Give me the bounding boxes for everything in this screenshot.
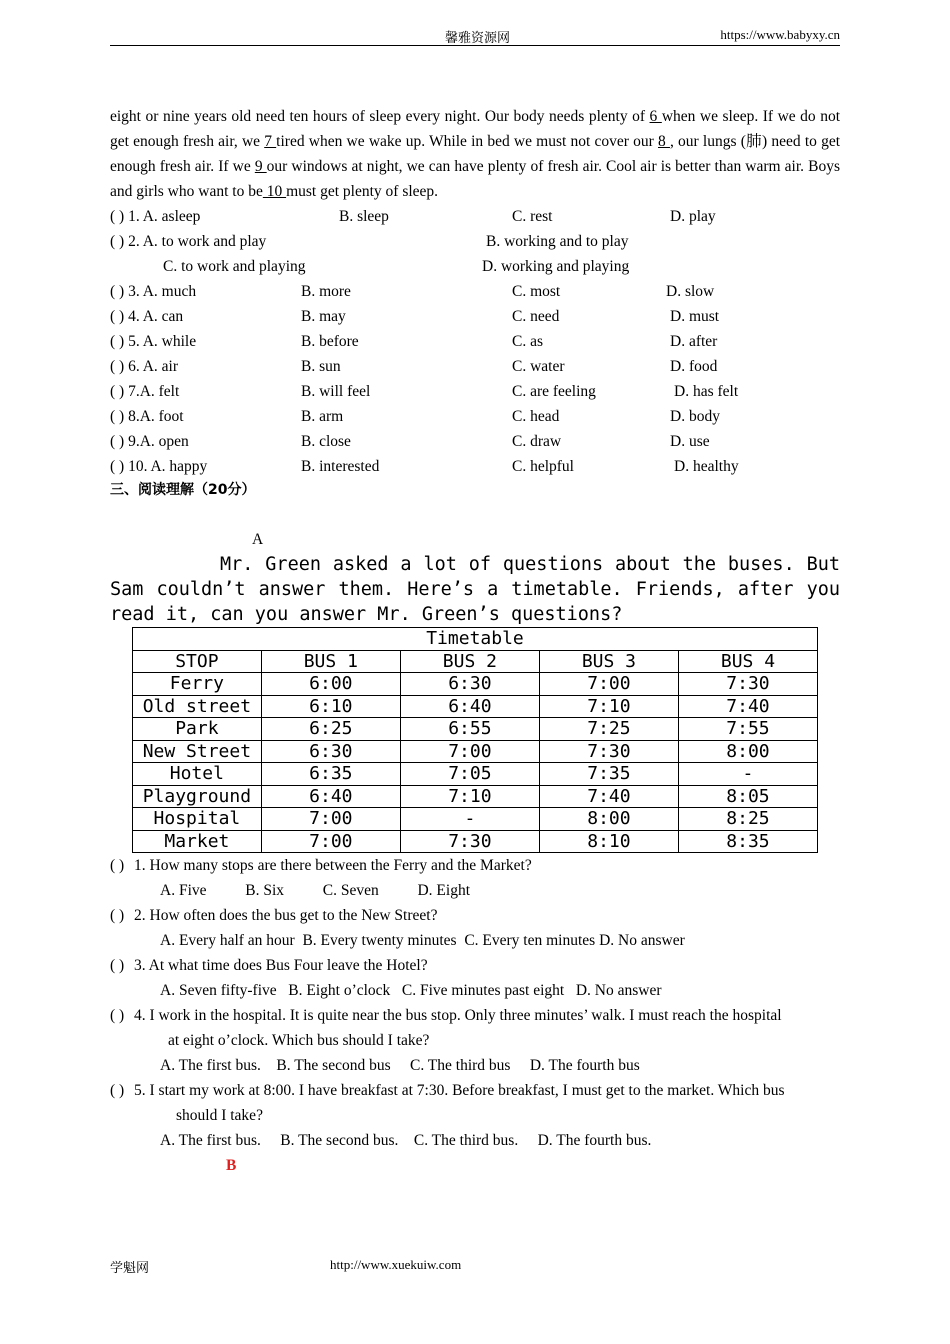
timetable-time-cell: 8:00: [678, 740, 817, 763]
option-c: C. to work and playing: [163, 258, 306, 275]
timetable-time-cell: 8:05: [678, 785, 817, 808]
question-list: [110, 853, 840, 1153]
option-d: D. use: [670, 433, 710, 450]
option-a: ( ) 5. A. while: [110, 333, 197, 350]
question-text: 3. At what time does Bus Four leave the Hotel?: [134, 957, 428, 974]
timetable-header-cell: STOP: [133, 650, 262, 673]
timetable-time-cell: 6:00: [261, 673, 400, 696]
answer-blank: ( ): [110, 1007, 125, 1024]
answer-blank: ( ): [110, 907, 125, 924]
option-a: ( ) 8.A. foot: [110, 408, 184, 425]
option-row: [110, 279, 840, 304]
cloze-text: tired when we wake up. While in bed we must not cover our: [276, 133, 659, 150]
option-a: ( ) 6. A. air: [110, 358, 179, 375]
timetable-time-cell: 7:00: [261, 808, 400, 831]
timetable-time-cell: 7:00: [400, 740, 539, 763]
option-row: [110, 254, 840, 279]
cloze-blank-8: 8: [658, 133, 670, 150]
option-c: C. rest: [512, 208, 553, 225]
footer-site-name: 学魁网: [110, 1260, 150, 1275]
question-text-continued: at eight o’clock. Which bus should I take?: [168, 1032, 430, 1049]
question-item: [110, 853, 840, 903]
cloze-text: , our lungs (肺) need to get enough fresh air. If we: [110, 133, 841, 175]
passage-intro: [110, 552, 840, 627]
timetable-stop-cell: Market: [133, 830, 262, 853]
cloze-blank-10: 10: [262, 183, 287, 200]
option-row: [110, 429, 840, 454]
section-title-reading: 三、阅读理解（20分）: [110, 482, 256, 498]
option-c: C. draw: [512, 433, 562, 450]
option-d: D. body: [670, 408, 720, 425]
question-text: 5. I start my work at 8:00. I have breakfast at 7:30. Before breakfast, I must get to the market. Which bus: [134, 1082, 785, 1099]
option-row: [110, 304, 840, 329]
option-row: [110, 229, 840, 254]
timetable-title: Timetable: [133, 628, 818, 651]
option-c: C. need: [512, 308, 560, 325]
option-c: C. helpful: [512, 458, 574, 475]
header-url: https://www.babyxy.cn: [720, 27, 840, 42]
question-options: A. The first bus. B. The second bus. C. The third bus. D. The fourth bus.: [160, 1132, 652, 1149]
cloze-options: [110, 204, 840, 479]
timetable-time-cell: 7:10: [400, 785, 539, 808]
option-a: ( ) 9.A. open: [110, 433, 189, 450]
option-c: C. head: [512, 408, 560, 425]
question-options: A. The first bus. B. The second bus C. The third bus D. The fourth bus: [160, 1057, 640, 1074]
option-d: D. food: [670, 358, 718, 375]
timetable-row: [133, 808, 818, 831]
timetable-time-cell: 7:55: [678, 718, 817, 741]
cloze-text: must get plenty of sleep.: [286, 183, 439, 200]
option-row: [110, 204, 840, 229]
option-b: B. arm: [301, 408, 344, 425]
timetable-header-cell: BUS 3: [539, 650, 678, 673]
passage-b-label: B: [226, 1157, 237, 1174]
option-row: [110, 354, 840, 379]
answer-blank: ( ): [110, 1082, 125, 1099]
option-b: B. more: [301, 283, 351, 300]
question-options: A. Five B. Six C. Seven D. Eight: [160, 882, 471, 899]
document-body: [110, 104, 840, 1178]
timetable-header-cell: BUS 2: [400, 650, 539, 673]
question-line: [110, 1078, 840, 1103]
option-a: ( ) 4. A. can: [110, 308, 184, 325]
option-a: ( ) 3. A. much: [110, 283, 197, 300]
timetable-header-cell: BUS 4: [678, 650, 817, 673]
timetable-row: [133, 830, 818, 853]
cloze-text: eight or nine years old need ten hours of sleep every night. Our body needs plenty of: [110, 108, 650, 125]
header-site-name: 馨雅资源网: [445, 30, 511, 45]
timetable-time-cell: 8:00: [539, 808, 678, 831]
cloze-blank-9: 9: [254, 158, 267, 175]
timetable-time-cell: 7:35: [539, 763, 678, 786]
option-b: B. before: [301, 333, 359, 350]
timetable-row: [133, 695, 818, 718]
question-item: [110, 1003, 840, 1078]
timetable-time-cell: 6:35: [261, 763, 400, 786]
timetable-row: [133, 740, 818, 763]
option-a: ( ) 10. A. happy: [110, 458, 208, 475]
timetable-row: [133, 785, 818, 808]
cloze-text: our windows at night, we can have plenty of fresh air. Cool air is better than warm air. Boys and girls who want to be: [110, 158, 840, 200]
page-header: [110, 27, 840, 46]
timetable-stop-cell: Park: [133, 718, 262, 741]
question-text: 4. I work in the hospital. It is quite near the bus stop. Only three minutes’ walk. I must reach the hospital: [134, 1007, 782, 1024]
question-text: 1. How many stops are there between the Ferry and the Market?: [134, 857, 532, 874]
option-b: B. close: [301, 433, 351, 450]
timetable-time-cell: 7:30: [400, 830, 539, 853]
option-c: C. water: [512, 358, 565, 375]
timetable-stop-cell: Playground: [133, 785, 262, 808]
question-options: A. Seven fifty-five B. Eight o’clock C. Five minutes past eight D. No answer: [160, 982, 662, 999]
cloze-passage: [110, 104, 840, 204]
option-row: [110, 454, 840, 479]
option-row: [110, 329, 840, 354]
option-b: B. working and to play: [486, 233, 629, 250]
option-d: D. must: [670, 308, 720, 325]
question-item: [110, 903, 840, 953]
option-d: D. play: [670, 208, 716, 225]
option-row: [110, 379, 840, 404]
option-b: B. sun: [301, 358, 341, 375]
option-row: [110, 404, 840, 429]
bus-timetable: [132, 627, 818, 853]
option-d: D. healthy: [674, 458, 739, 475]
option-a: ( ) 2. A. to work and play: [110, 233, 267, 250]
option-d: D. after: [670, 333, 718, 350]
cloze-blank-6: 6: [649, 108, 662, 125]
timetable-time-cell: 8:35: [678, 830, 817, 853]
option-c: C. most: [512, 283, 561, 300]
timetable-stop-cell: Hospital: [133, 808, 262, 831]
question-item: [110, 953, 840, 1003]
cloze-text: when we sleep. If we do not get enough fresh air, we: [110, 108, 840, 150]
option-c: C. as: [512, 333, 543, 350]
timetable-time-cell: 6:30: [400, 673, 539, 696]
timetable-time-cell: 7:40: [678, 695, 817, 718]
timetable-stop-cell: Ferry: [133, 673, 262, 696]
passage-a-label: A: [252, 531, 264, 548]
timetable-time-cell: -: [678, 763, 817, 786]
option-b: B. sleep: [339, 208, 389, 225]
answer-blank: ( ): [110, 857, 125, 874]
cloze-blank-7: 7: [264, 133, 277, 150]
timetable-header-row: [133, 650, 818, 673]
option-d: D. working and playing: [482, 258, 630, 275]
timetable-time-cell: 8:10: [539, 830, 678, 853]
timetable-time-cell: 6:30: [261, 740, 400, 763]
timetable-time-cell: 7:10: [539, 695, 678, 718]
timetable-stop-cell: Old street: [133, 695, 262, 718]
timetable-stop-cell: New Street: [133, 740, 262, 763]
timetable-time-cell: 6:55: [400, 718, 539, 741]
option-b: B. may: [301, 308, 346, 325]
timetable-time-cell: -: [400, 808, 539, 831]
question-line: [110, 1003, 840, 1028]
footer-url: http://www.xuekuiw.com: [330, 1257, 462, 1272]
option-d: D. slow: [666, 283, 715, 300]
timetable-row: [133, 718, 818, 741]
timetable-row: [133, 673, 818, 696]
timetable-row: [133, 763, 818, 786]
timetable-time-cell: 8:25: [678, 808, 817, 831]
timetable-time-cell: 6:40: [261, 785, 400, 808]
question-options: A. Every half an hour B. Every twenty minutes C. Every ten minutes D. No answer: [160, 932, 685, 949]
option-a: ( ) 1. A. asleep: [110, 208, 201, 225]
question-item: [110, 1078, 840, 1153]
question-line: [110, 853, 840, 878]
timetable-time-cell: 7:30: [539, 740, 678, 763]
option-b: B. interested: [301, 458, 380, 475]
option-a: ( ) 7.A. felt: [110, 383, 180, 400]
timetable-time-cell: 6:40: [400, 695, 539, 718]
timetable-time-cell: 7:00: [539, 673, 678, 696]
timetable-time-cell: 7:00: [261, 830, 400, 853]
option-d: D. has felt: [674, 383, 739, 400]
question-line: [110, 903, 840, 928]
option-b: B. will feel: [301, 383, 371, 400]
timetable-stop-cell: Hotel: [133, 763, 262, 786]
question-text: 2. How often does the bus get to the New Street?: [134, 907, 438, 924]
answer-blank: ( ): [110, 957, 125, 974]
timetable-time-cell: 6:10: [261, 695, 400, 718]
question-line: [110, 953, 840, 978]
timetable-time-cell: 7:25: [539, 718, 678, 741]
timetable-time-cell: 7:40: [539, 785, 678, 808]
timetable-time-cell: 7:05: [400, 763, 539, 786]
question-text-continued: should I take?: [176, 1107, 263, 1124]
timetable-header-cell: BUS 1: [261, 650, 400, 673]
option-c: C. are feeling: [512, 383, 596, 400]
timetable-time-cell: 7:30: [678, 673, 817, 696]
passage-intro-text: Mr. Green asked a lot of questions about the buses. But Sam couldn’t answer them. Here’s a timetable. Friends, after you read it, can you answer Mr. Green’s questions?: [110, 554, 840, 625]
timetable-time-cell: 6:25: [261, 718, 400, 741]
